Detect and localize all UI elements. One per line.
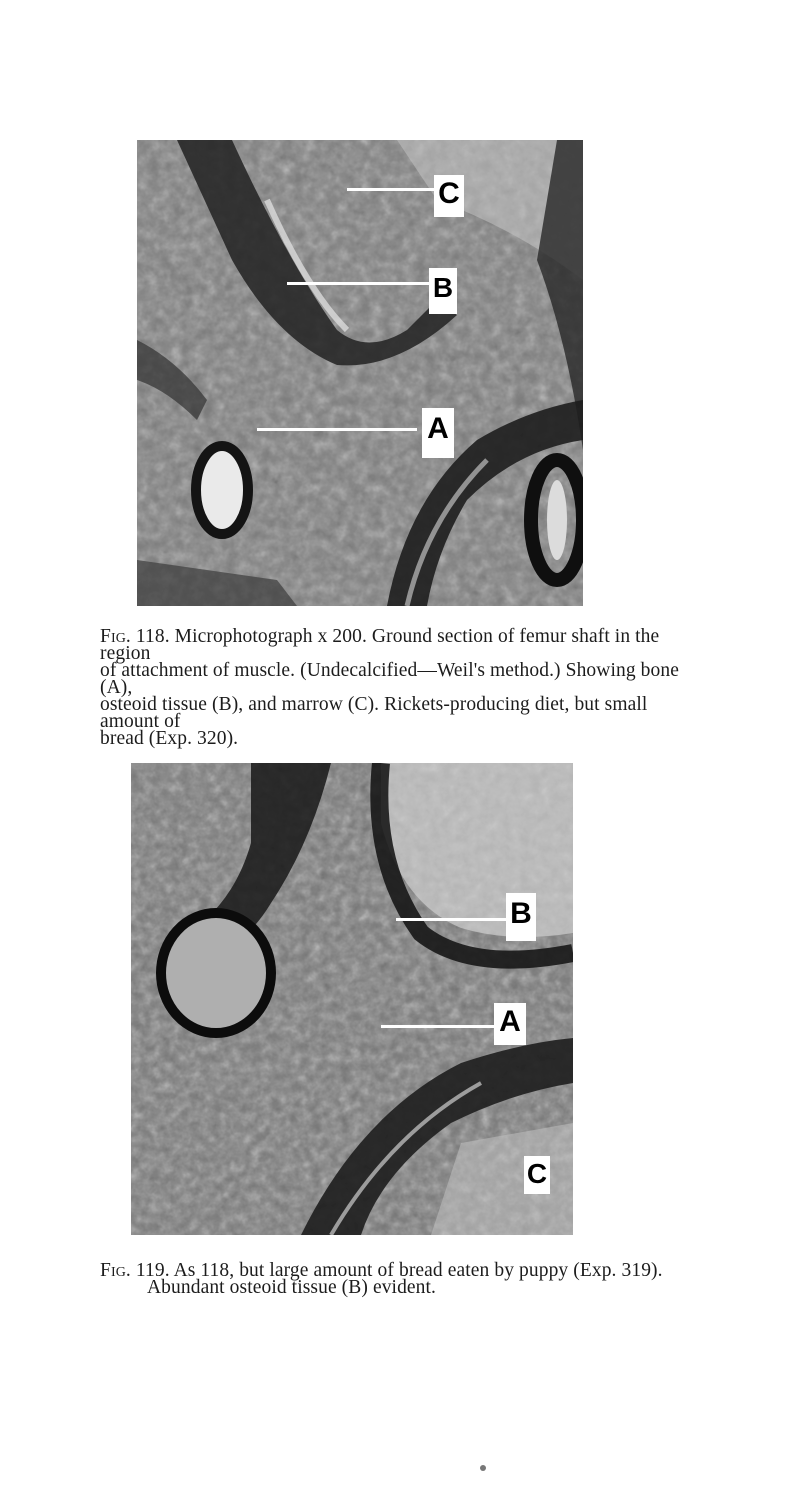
label-c: C (434, 175, 464, 217)
caption-fig-119 (100, 1262, 720, 1296)
label-a: A (422, 408, 454, 458)
label-c: C (524, 1156, 550, 1194)
caption-118-line-1: Microphotograph x 200. Ground section of femur shaft in the region (100, 626, 660, 664)
label-b: B (429, 268, 457, 314)
micrograph-fig-118 (137, 140, 583, 606)
caption-118-line-3: osteoid tissue (B), and marrow (C). Rickets-producing diet, but small amount of (100, 694, 648, 732)
micrograph-fig-119-texture (131, 763, 573, 1235)
caption-119-line-1: As 118, but large amount of bread eaten by puppy (Exp. 319). (169, 1260, 663, 1281)
label-a: A (494, 1003, 526, 1045)
micrograph-fig-119 (131, 763, 573, 1235)
fig-118-label: Fig. 118. (100, 626, 170, 647)
caption-fig-118 (100, 628, 700, 747)
micrograph-fig-118-texture (137, 140, 583, 606)
caption-119-line-2: Abundant osteoid tissue (B) evident. (147, 1277, 437, 1298)
caption-118-line-2: of attachment of muscle. (Undecalcified—Weil's method.) Showing bone (A), (100, 660, 679, 698)
caption-118-line-4: bread (Exp. 320). (100, 728, 239, 749)
label-b: B (506, 893, 536, 941)
fig-119-label: Fig. 119. (100, 1260, 170, 1281)
page-speck (480, 1465, 486, 1471)
